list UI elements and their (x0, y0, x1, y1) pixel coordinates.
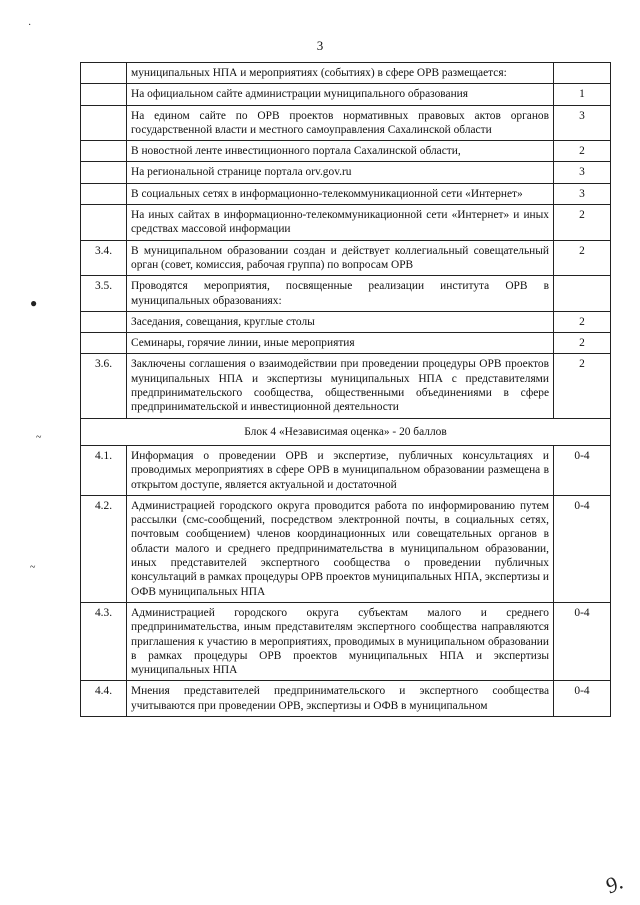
table-row (81, 141, 611, 162)
row-score: 3 (554, 162, 611, 183)
row-score: 0-4 (554, 681, 611, 717)
scan-speck: · (28, 20, 32, 31)
row-text: В муниципальном образовании создан и действует коллегиальный совещательный орган (совет, комиссия, рабочая группа) по вопросам ОРВ (127, 240, 554, 276)
row-number (81, 105, 127, 141)
row-number: 4.3. (81, 602, 127, 680)
row-number: 3.5. (81, 276, 127, 312)
row-text: Администрацией городского округа проводится работа по информированию путем рассылки (смс-сообщений, посредством электронной почты, в социальных сетях, почтовым сообщением) членов координационных или совещательных органов в области малого и среднего предпринимательства в муниципальном образовании, иных представителей экспертного сообщества о проведении публичных консультаций в рамках процедуры ОРВ проектов муниципальных НПА, экспертизы и ОФВ муниципальных НПА (127, 495, 554, 602)
row-text: На официальном сайте администрации муниципального образования (127, 84, 554, 105)
row-text: муниципальных НПА и мероприятиях (событиях) в сфере ОРВ размещается: (127, 63, 554, 84)
row-number (81, 333, 127, 354)
row-text: На региональной странице портала orv.gov.ru (127, 162, 554, 183)
table-row (81, 276, 611, 312)
row-number (81, 141, 127, 162)
table-row (81, 240, 611, 276)
table-row (81, 205, 611, 241)
scan-speck: ● (30, 296, 38, 310)
row-text: Мнения представителей предпринимательского и экспертного сообщества учитываются при проведении ОРВ, экспертизы и ОФВ в муниципальном (127, 681, 554, 717)
row-number: 4.2. (81, 495, 127, 602)
row-number (81, 205, 127, 241)
row-score: 0-4 (554, 445, 611, 495)
row-number (81, 183, 127, 204)
row-text: В социальных сетях в информационно-телекоммуникационной сети «Интернет» (127, 183, 554, 204)
block-header-row (81, 418, 611, 445)
row-score: 2 (554, 311, 611, 332)
scan-speck: ~ (36, 432, 42, 443)
row-score: 1 (554, 84, 611, 105)
row-number: 4.4. (81, 681, 127, 717)
row-number (81, 63, 127, 84)
table-row (81, 105, 611, 141)
table-row (81, 681, 611, 717)
row-number: 4.1. (81, 445, 127, 495)
table-row (81, 311, 611, 332)
table-row (81, 495, 611, 602)
table-row (81, 354, 611, 418)
scan-speck: ~ (30, 562, 36, 573)
row-text: Проводятся мероприятия, посвященные реализации института ОРВ в муниципальных образованиях: (127, 276, 554, 312)
row-text: Информация о проведении ОРВ и экспертизе, публичных консультациях и проводимых мероприятиях в сфере ОРВ в муниципальном образовании размещена в открытом доступе, является актуальной и достаточной (127, 445, 554, 495)
row-score: 0-4 (554, 602, 611, 680)
table-row (81, 63, 611, 84)
row-number (81, 162, 127, 183)
table-row (81, 333, 611, 354)
table-row (81, 602, 611, 680)
row-score: 3 (554, 183, 611, 204)
table-row (81, 183, 611, 204)
criteria-table (80, 62, 611, 717)
page-number: 3 (316, 38, 324, 53)
row-score: 0-4 (554, 495, 611, 602)
row-number (81, 84, 127, 105)
row-number: 3.4. (81, 240, 127, 276)
row-text: Заседания, совещания, круглые столы (127, 311, 554, 332)
row-score: 2 (554, 141, 611, 162)
row-text: Администрацией городского округа субъектам малого и среднего предпринимательства, иным представителям экспертного сообщества направляются приглашения к участию в мероприятиях, проводимых в муниципальном образовании в рамках процедуры ОРВ проектов муниципальных НПА и экспертизы муниципальных НПА (127, 602, 554, 680)
block-4-title: Блок 4 «Независимая оценка» - 20 баллов (81, 418, 611, 445)
handwritten-mark: 9. (600, 868, 627, 899)
row-number: 3.6. (81, 354, 127, 418)
row-score: 2 (554, 205, 611, 241)
row-score: 3 (554, 105, 611, 141)
row-text: Семинары, горячие линии, иные мероприятия (127, 333, 554, 354)
row-score: 2 (554, 354, 611, 418)
table-row (81, 162, 611, 183)
row-score: 2 (554, 333, 611, 354)
row-text: На иных сайтах в информационно-телекоммуникационной сети «Интернет» и иных средствах массовой информации (127, 205, 554, 241)
row-text: На едином сайте по ОРВ проектов нормативных правовых актов органов государственной власти и местного самоуправления Сахалинской области (127, 105, 554, 141)
table-row (81, 445, 611, 495)
row-score: 2 (554, 240, 611, 276)
row-number (81, 311, 127, 332)
row-score (554, 276, 611, 312)
table-row (81, 84, 611, 105)
row-text: В новостной ленте инвестиционного портала Сахалинской области, (127, 141, 554, 162)
row-text: Заключены соглашения о взаимодействии при проведении процедуры ОРВ проектов муниципальных НПА и экспертизы муниципальных НПА с представителями предпринимательского сообщества, общественными объединениями в сфере предпринимательской и инвестиционной деятельности (127, 354, 554, 418)
row-score (554, 63, 611, 84)
